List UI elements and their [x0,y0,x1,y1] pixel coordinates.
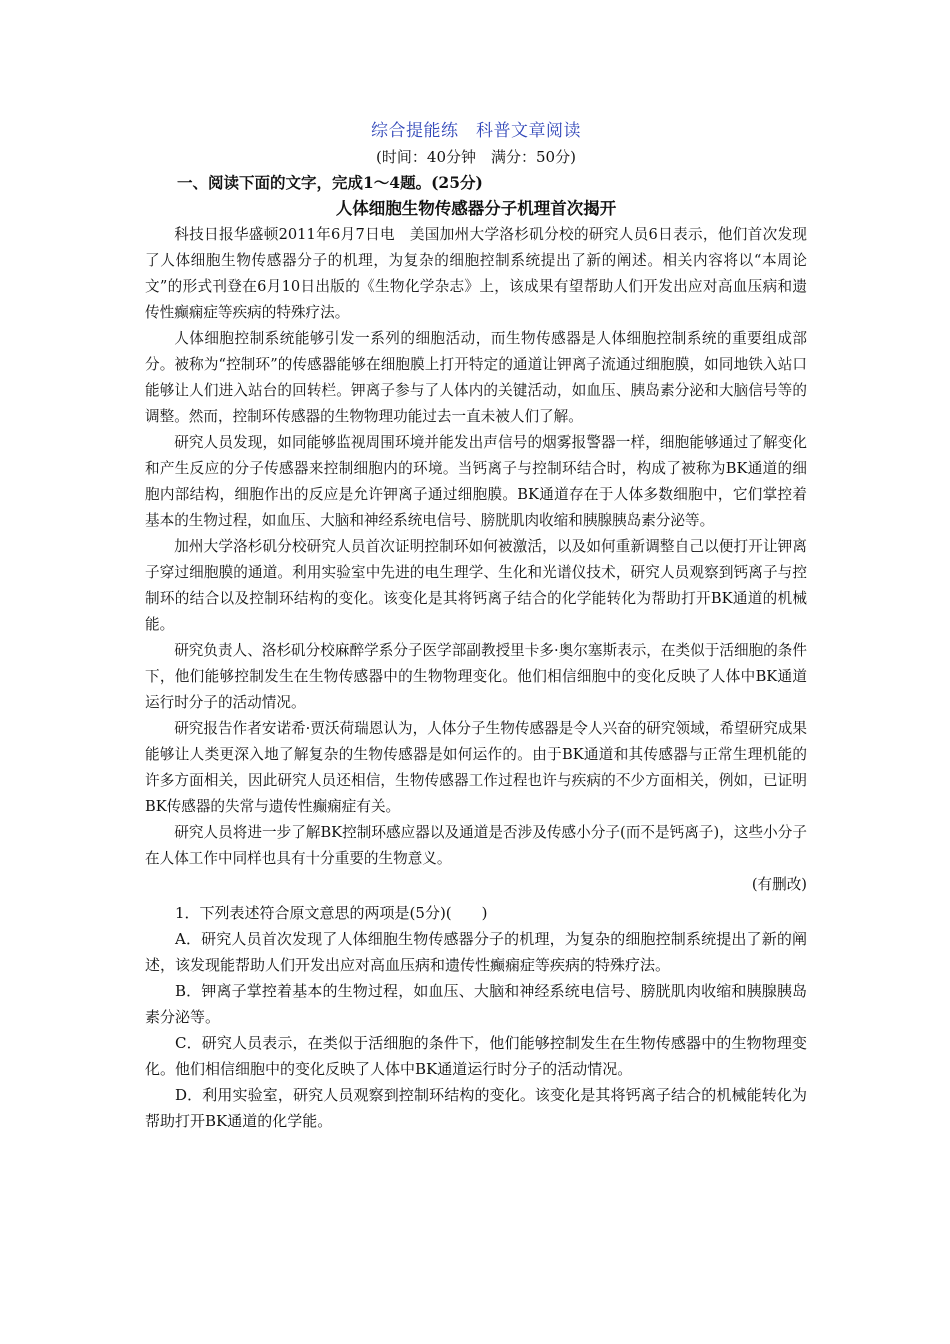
option-a: A．研究人员首次发现了人体细胞生物传感器分子的机理，为复杂的细胞控制系统提出了新的阐述，该发现能帮助人们开发出应对高血压病和遗传性癫痫症等疾病的特殊疗法。 [145,930,807,974]
article-paragraph: 科技日报华盛顿2011年6月7日电 美国加州大学洛杉矶分校的研究人员6日表示，他们首次发现了人体细胞生物传感器分子的机理，为复杂的细胞控制系统提出了新的阐述。相关内容将以“本周论文”的形式刊登在6月10日出版的《生物化学杂志》上，该成果有望帮助人们开发出应对高血压病和遗传性癫痫症等疾病的特殊疗法。 [145,226,807,321]
question-1 [145,900,807,1134]
option-d: D．利用实验室，研究人员观察到控制环结构的变化。该变化是其将钙离子结合的机械能转化为帮助打开BK通道的化学能。 [145,1086,807,1130]
question-stem: 1．下列表述符合原文意思的两项是(5分)( ) [175,904,488,922]
option-b: B．钾离子掌控着基本的生物过程，如血压、大脑和神经系统电信号、膀胱肌肉收缩和胰腺胰岛素分泌等。 [145,982,807,1026]
article-paragraph: 研究人员发现，如同能够监视周围环境并能发出声信号的烟雾报警器一样，细胞能够通过了解变化和产生反应的分子传感器来控制细胞内的环境。当钙离子与控制环结合时，构成了被称为BK通道的细胞内部结构，细胞作出的反应是允许钾离子通过细胞膜。BK通道存在于人体多数细胞中，它们掌控着基本的生物过程，如血压、大脑和神经系统电信号、膀胱肌肉收缩和胰腺胰岛素分泌等。 [145,434,807,529]
article-paragraph: 人体细胞控制系统能够引发一系列的细胞活动，而生物传感器是人体细胞控制系统的重要组成部分。被称为“控制环”的传感器能够在细胞膜上打开特定的通道让钾离子流通过细胞膜，如同地铁入站口能够让人们进入站台的回转栏。钾离子参与了人体内的关键活动，如血压、胰岛素分泌和大脑信号等的调整。然而，控制环传感器的生物物理功能过去一直未被人们了解。 [145,330,807,425]
page-title: 综合提能练 科普文章阅读 [371,121,581,141]
article-title: 人体细胞生物传感器分子机理首次揭开 [335,199,617,218]
source-note: (有删改) [751,876,807,893]
time-and-score-line: (时间：40分钟 满分：50分) [376,148,576,166]
article-paragraph: 研究负责人、洛杉矶分校麻醉学系分子医学部副教授里卡多·奥尔塞斯表示，在类似于活细胞的条件下，他们能够控制发生在生物传感器中的生物物理变化。他们相信细胞中的变化反映了人体中BK通道运行时分子的活动情况。 [145,642,807,711]
option-c: C．研究人员表示，在类似于活细胞的条件下，他们能够控制发生在生物传感器中的生物物理变化。他们相信细胞中的变化反映了人体中BK通道运行时分子的活动情况。 [145,1034,807,1078]
article-paragraph: 加州大学洛杉矶分校研究人员首次证明控制环如何被激活，以及如何重新调整自己以便打开让钾离子穿过细胞膜的通道。利用实验室中先进的电生理学、生化和光谱仪技术，研究人员观察到钙离子与控制环的结合以及控制环结构的变化。该变化是其将钙离子结合的化学能转化为帮助打开BK通道的机械能。 [145,538,807,633]
section-heading: 一、阅读下面的文字，完成1～4题。(25分) [177,173,483,192]
article-paragraph: 研究报告作者安诺希·贾沃荷瑞恩认为，人体分子生物传感器是令人兴奋的研究领域，希望研究成果能够让人类更深入地了解复杂的生物传感器是如何运作的。由于BK通道和其传感器与正常生理机能的许多方面相关，因此研究人员还相信，生物传感器工作过程也许与疾病的不少方面相关，例如，已证明BK传感器的失常与遗传性癫痫症有关。 [145,720,807,815]
article-paragraph: 研究人员将进一步了解BK控制环感应器以及通道是否涉及传感小分子(而不是钙离子)，这些小分子在人体工作中同样也具有十分重要的生物意义。 [145,824,807,867]
document-page [145,118,807,1134]
article-body [145,222,807,872]
